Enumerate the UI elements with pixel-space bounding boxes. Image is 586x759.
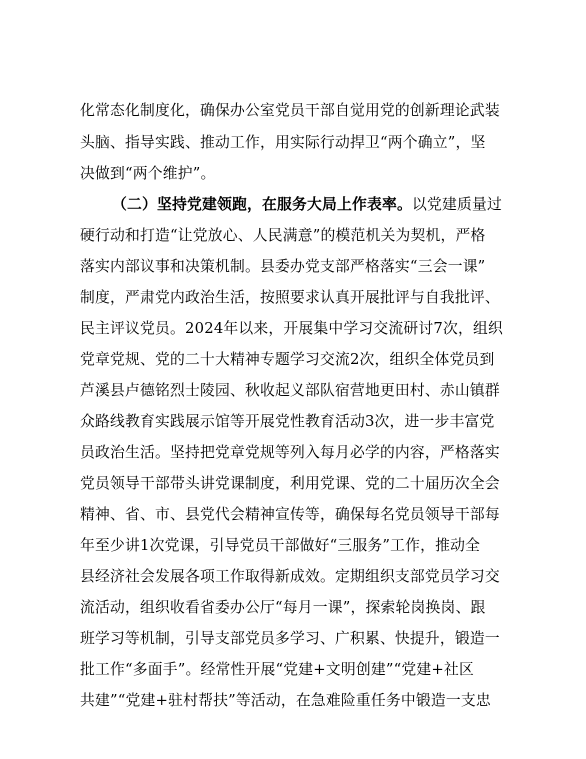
- text-span: 以党建质量过: [411, 196, 502, 213]
- text-line: 众路线教育实践展示馆等开展党性教育活动3次，进一步丰富党: [80, 413, 495, 430]
- text-line: 共建”“党建+驻村帮扶”等活动，在急难险重任务中锻造一支忠: [80, 692, 491, 709]
- text-line: 化常态化制度化，确保办公室党员干部自觉用党的创新理论武装: [80, 102, 500, 119]
- text-line: 决做到“两个维护”。: [80, 165, 216, 182]
- text-line: 班学习等机制，引导支部党员多学习、广积累、快提升，锻造一: [80, 630, 500, 647]
- text-line: 芦溪县卢德铭烈士陵园、秋收起义部队宿营地更田村、赤山镇群: [80, 382, 500, 399]
- section-line: [112, 190, 502, 220]
- text-line: 年至少讲1次党课，引导党员干部做好“三服务”工作，推动全: [80, 537, 481, 554]
- text-line: 员政治生活。坚持把党章党规等列入每月必学的内容，严格落实: [80, 444, 500, 461]
- text-line: 落实内部议事和决策机制。县委办党支部严格落实“三会一课”: [80, 258, 486, 275]
- text-line: 硬行动和打造“让党放心、人民满意”的模范机关为契机，严格: [80, 227, 486, 244]
- text-line: 头脑、指导实践、推动工作，用实际行动捍卫“两个确立”，坚: [80, 134, 486, 151]
- text-line: 流活动，组织收看省委办公厅“每月一课”，探索轮岗换岗、跟: [80, 599, 486, 616]
- text-line: 党员领导干部带头讲党课制度，利用党课、党的二十届历次全会: [80, 475, 500, 492]
- text-line: 精神、省、市、县党代会精神宣传等，确保每名党员领导干部每: [80, 506, 500, 523]
- text-line: 党章党规、党的二十大精神专题学习交流2次，组织全体党员到: [80, 351, 495, 368]
- text-line: 民主评议党员。2024年以来，开展集中学习交流研讨7次，组织: [80, 320, 503, 337]
- section-heading: （二）坚持党建领跑，在服务大局上作表率。: [112, 196, 412, 213]
- text-line: 批工作“多面手”。经常性开展“党建+文明创建”“党建+社区: [80, 661, 474, 678]
- text-line: 县经济社会发展各项工作取得新成效。定期组织支部党员学习交: [80, 568, 500, 585]
- text-line: 制度，严肃党内政治生活，按照要求认真开展批评与自我批评、: [80, 289, 500, 306]
